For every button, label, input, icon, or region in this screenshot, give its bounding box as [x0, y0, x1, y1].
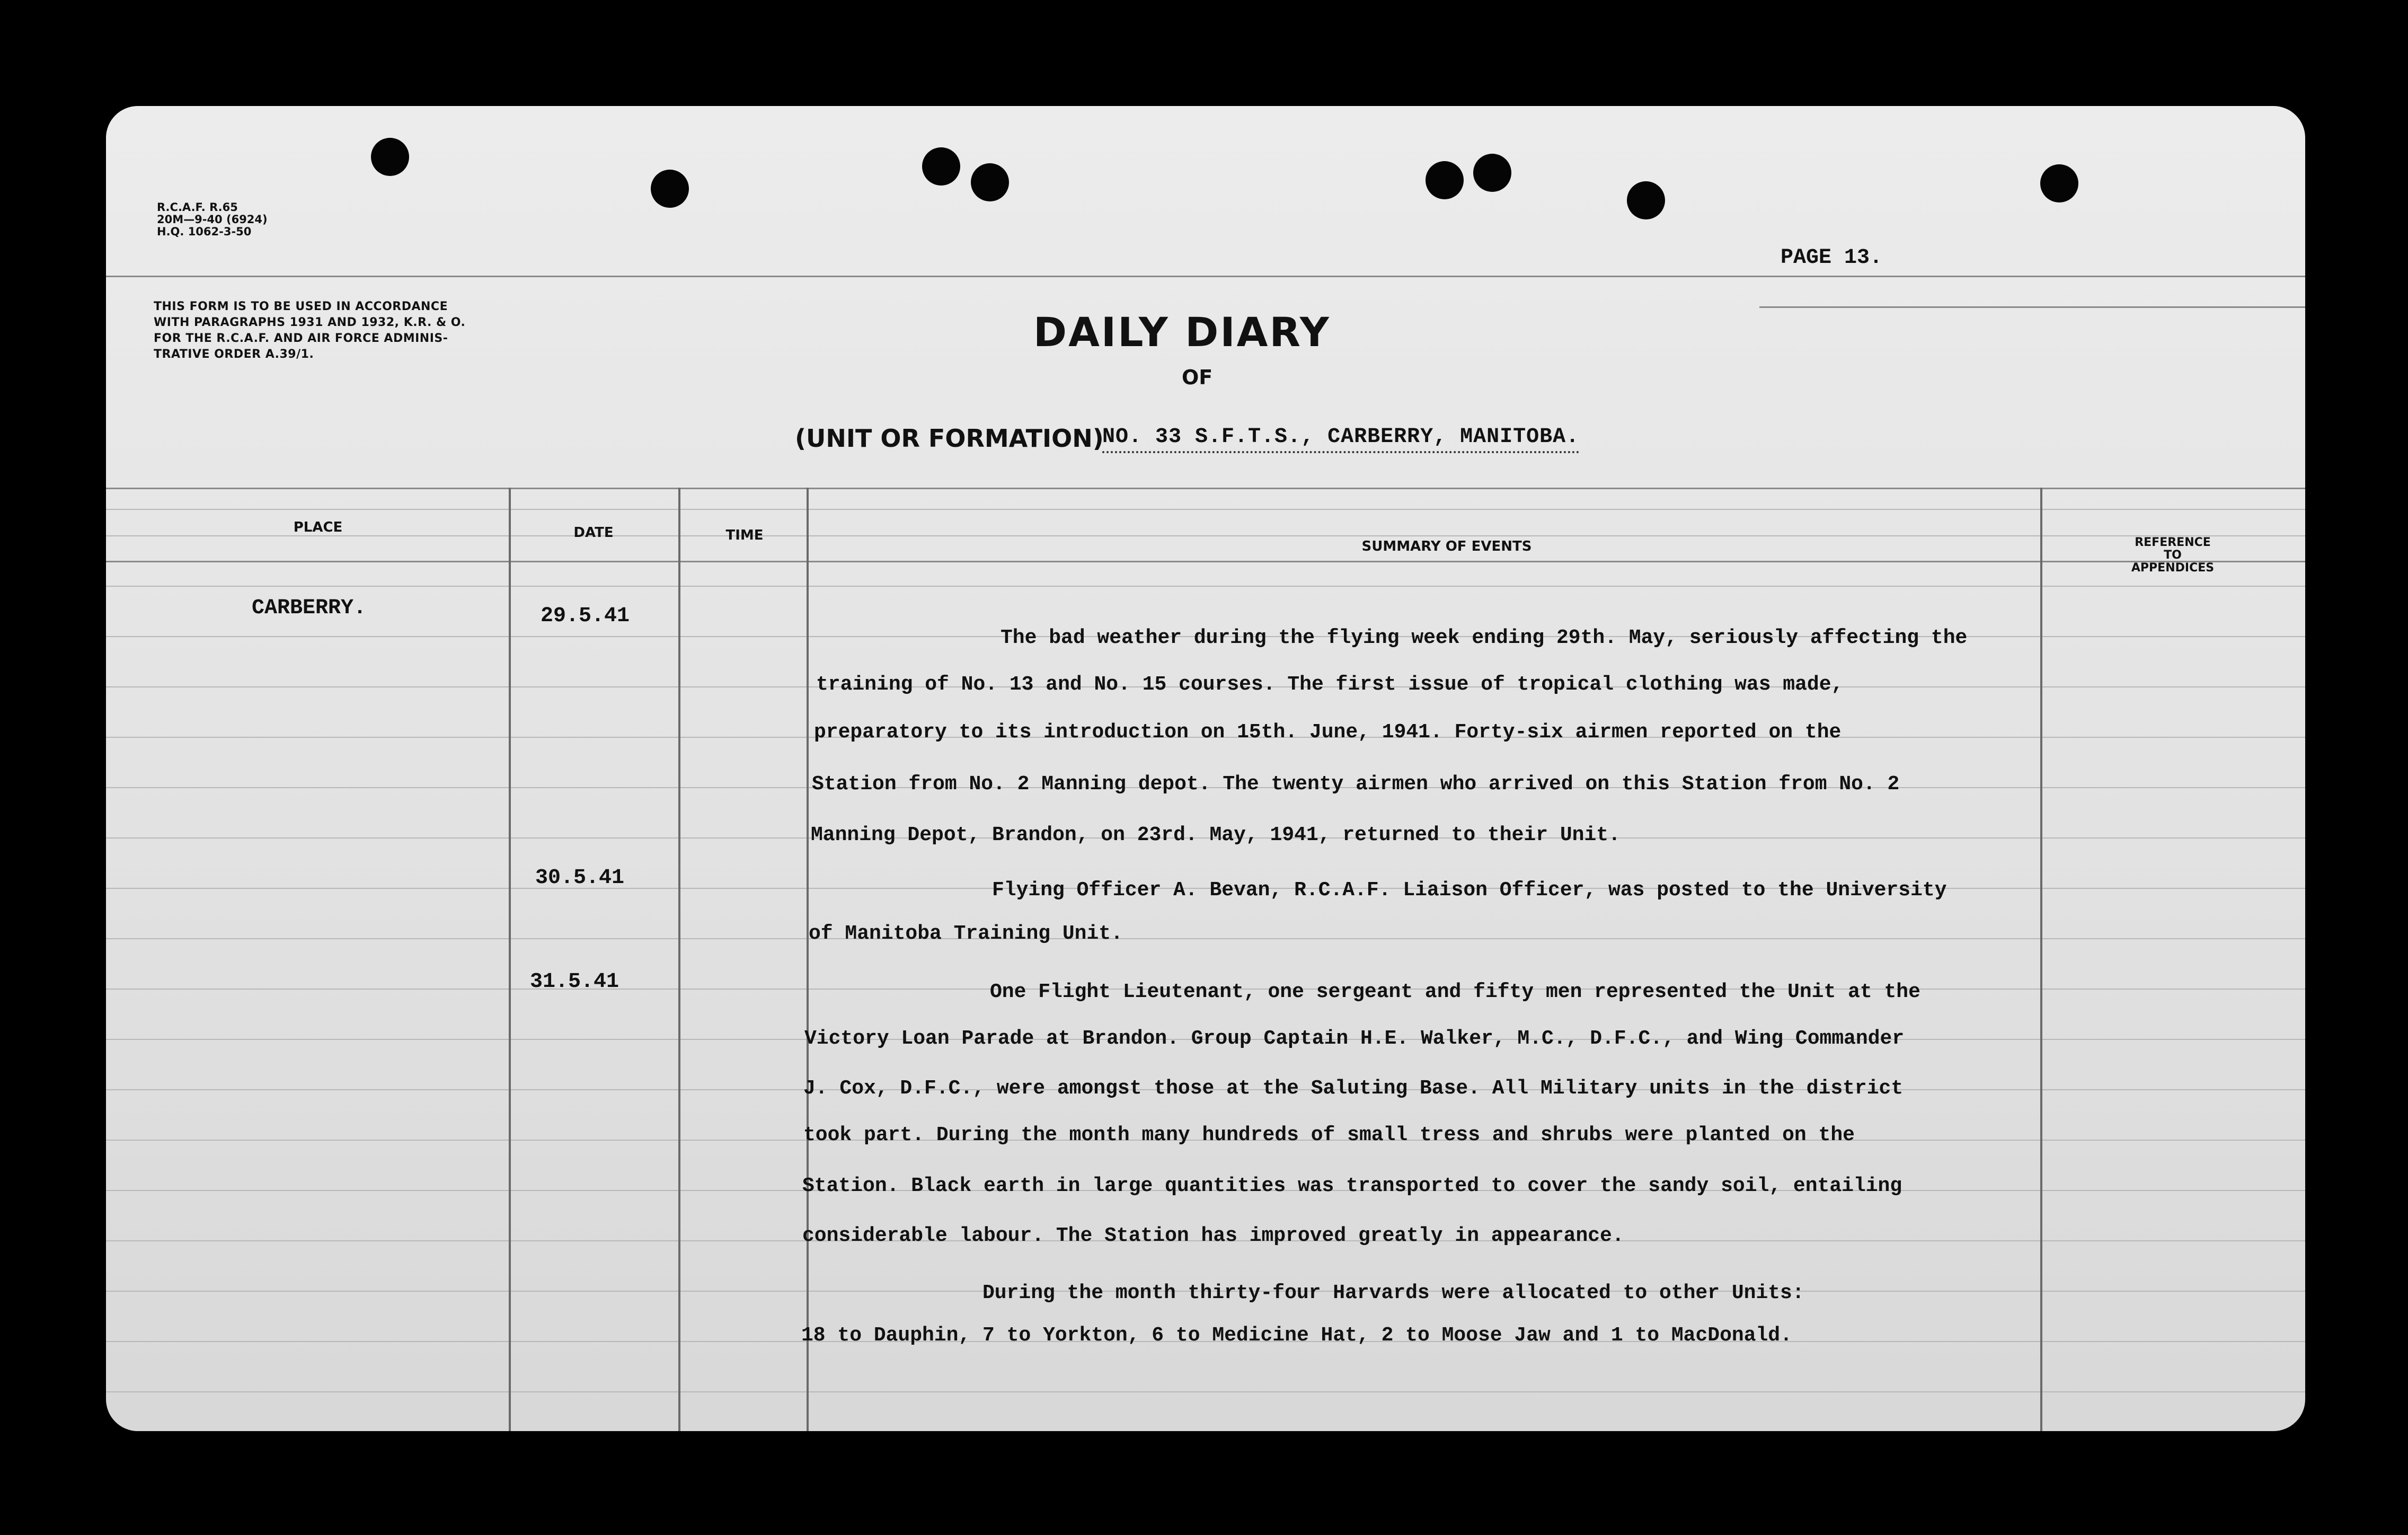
summary-line: of Manitoba Training Unit.	[809, 922, 1123, 945]
column-header-date: DATE	[573, 525, 614, 541]
entry-date: 30.5.41	[535, 866, 625, 890]
form-instructions	[154, 299, 588, 363]
summary-line: considerable labour. The Station has improved greatly in appearance.	[802, 1224, 1624, 1247]
punch-hole	[1426, 161, 1464, 199]
punch-hole	[1473, 154, 1511, 192]
instructions-line: TRATIVE ORDER A.39/1.	[154, 348, 314, 361]
table-top-border	[106, 488, 2305, 489]
unit-label: (UNIT OR FORMATION)	[795, 424, 1104, 453]
summary-line: preparatory to its introduction on 15th. June, 1941. Forty-six airmen reported on the	[814, 721, 1842, 744]
table-header-border	[106, 561, 2305, 562]
punch-hole	[651, 170, 689, 208]
form-code	[157, 201, 268, 238]
page-number: PAGE 13.	[1781, 246, 1883, 270]
entry-place: CARBERRY.	[252, 596, 367, 620]
summary-line: The bad weather during the flying week ending 29th. May, seriously affecting the	[1001, 627, 1968, 649]
ruled-line	[106, 509, 2305, 510]
form-code-line: 20M—9-40 (6924)	[157, 213, 268, 226]
entry-date: 31.5.41	[530, 970, 619, 994]
column-divider	[2040, 488, 2042, 1431]
column-header-summary: SUMMARY OF EVENTS	[1361, 539, 1532, 554]
ruled-line	[106, 938, 2305, 939]
instructions-line: WITH PARAGRAPHS 1931 AND 1932, K.R. & O.	[154, 316, 466, 329]
form-code-line: H.Q. 1062-3-50	[157, 225, 252, 238]
summary-line: Victory Loan Parade at Brandon. Group Captain H.E. Walker, M.C., D.F.C., and Wing Commander	[804, 1027, 1905, 1050]
reference-header-line: REFERENCE	[2135, 536, 2211, 549]
header-divider	[1759, 306, 2305, 308]
punch-hole	[922, 147, 960, 186]
punch-hole	[971, 163, 1009, 201]
form-title: DAILY DIARY	[1033, 308, 1331, 356]
summary-line: One Flight Lieutenant, one sergeant and fifty men represented the Unit at the	[990, 981, 1920, 1003]
summary-line: 18 to Dauphin, 7 to Yorkton, 6 to Medicine Hat, 2 to Moose Jaw and 1 to MacDonald.	[801, 1324, 1792, 1347]
summary-line: Station. Black earth in large quantities was transported to cover the sandy soil, entailing	[802, 1175, 1902, 1197]
unit-value: NO. 33 S.F.T.S., CARBERRY, MANITOBA.	[1102, 425, 1579, 453]
diary-form-card	[106, 106, 2305, 1431]
summary-line: During the month thirty-four Harvards were allocated to other Units:	[982, 1282, 1804, 1304]
reference-header-line: APPENDICES	[2131, 561, 2215, 575]
column-divider	[678, 488, 680, 1431]
entry-date: 29.5.41	[541, 604, 630, 628]
column-divider	[807, 488, 809, 1431]
summary-line: J. Cox, D.F.C., were amongst those at the Saluting Base. All Military units in the district	[803, 1077, 1904, 1100]
column-header-time: TIME	[725, 527, 764, 543]
instructions-line: FOR THE R.C.A.F. AND AIR FORCE ADMINIS-	[154, 332, 448, 345]
ruled-line	[106, 535, 2305, 536]
summary-line: Flying Officer A. Bevan, R.C.A.F. Liaison Officer, was posted to the University	[992, 879, 1947, 902]
punch-hole	[1627, 181, 1665, 219]
summary-line: Station from No. 2 Manning depot. The twenty airmen who arrived on this Station from No. 2	[812, 773, 1900, 796]
header-divider	[106, 276, 2305, 277]
column-header-reference	[2067, 536, 2279, 575]
ruled-line	[106, 1391, 2305, 1392]
form-title-of: OF	[1182, 366, 1213, 389]
instructions-line: THIS FORM IS TO BE USED IN ACCORDANCE	[154, 300, 448, 313]
summary-line: training of No. 13 and No. 15 courses. The first issue of tropical clothing was made,	[816, 673, 1844, 696]
summary-line: Manning Depot, Brandon, on 23rd. May, 1941, returned to their Unit.	[811, 824, 1621, 846]
reference-header-line: TO	[2164, 549, 2182, 562]
ruled-line	[106, 586, 2305, 587]
punch-hole	[371, 138, 409, 176]
column-divider	[509, 488, 511, 1431]
form-code-line: R.C.A.F. R.65	[157, 201, 238, 214]
summary-line: took part. During the month many hundreds of small tress and shrubs were planted on the	[803, 1124, 1855, 1146]
punch-hole	[2040, 164, 2078, 202]
column-header-place: PLACE	[293, 519, 343, 535]
